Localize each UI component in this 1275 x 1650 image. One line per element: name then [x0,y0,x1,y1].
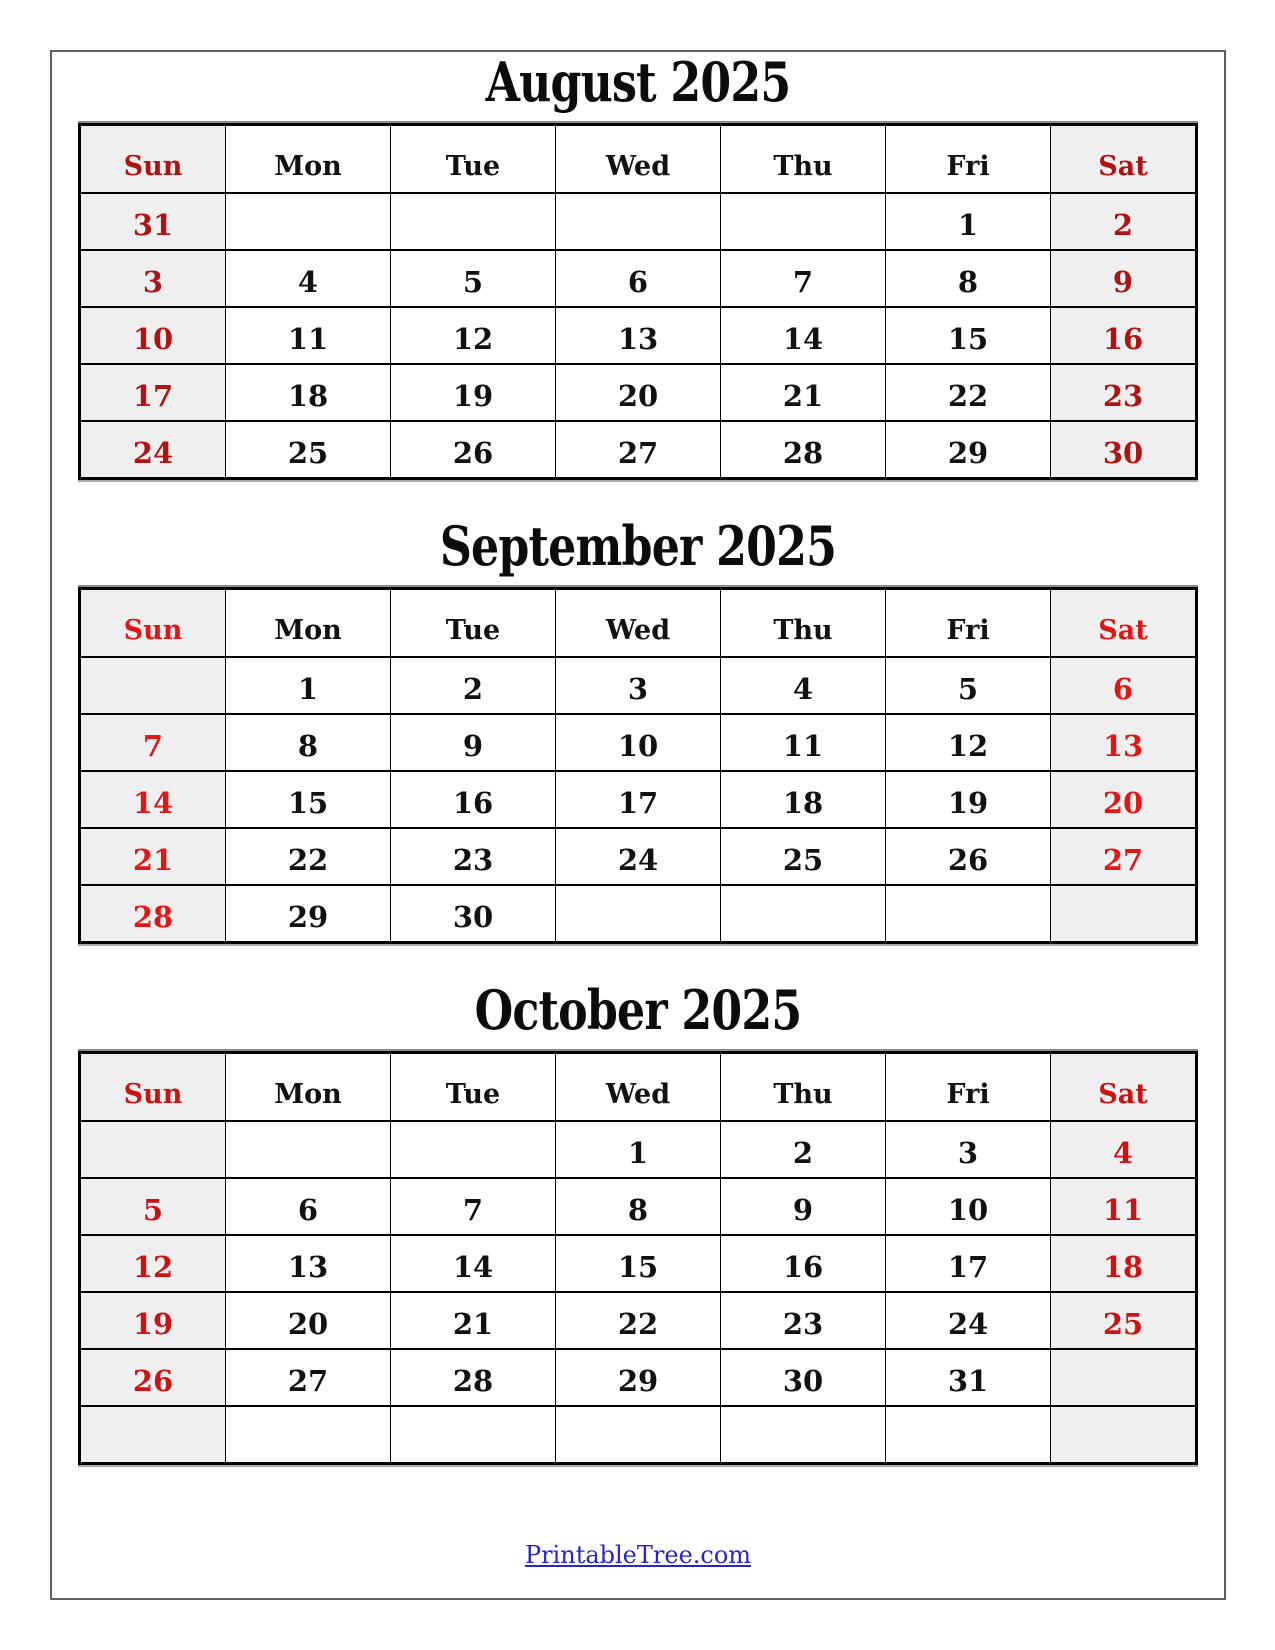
day-cell-7: 7 [80,714,226,771]
day-cell-24: 24 [886,1292,1051,1349]
day-cell-3: 3 [80,250,226,307]
weekday-header-row [80,589,1197,658]
weekday-header-fri: Fri [886,125,1051,194]
day-cell-16: 16 [1051,307,1197,364]
day-cell-29: 29 [226,885,391,943]
week-row [80,364,1197,421]
day-cell-27: 27 [1051,828,1197,885]
day-cell-empty [391,193,556,250]
day-cell-23: 23 [391,828,556,885]
day-cell-21: 21 [80,828,226,885]
week-row [80,657,1197,714]
weekday-header-sun: Sun [80,589,226,658]
day-cell-11: 11 [226,307,391,364]
week-row [80,771,1197,828]
weekday-header-row [80,125,1197,194]
week-row [80,250,1197,307]
day-cell-30: 30 [721,1349,886,1406]
day-cell-5: 5 [391,250,556,307]
day-cell-empty [886,1406,1051,1464]
day-cell-21: 21 [391,1292,556,1349]
day-cell-empty [226,193,391,250]
week-row [80,1235,1197,1292]
day-cell-20: 20 [556,364,721,421]
day-cell-23: 23 [1051,364,1197,421]
week-row [80,1292,1197,1349]
day-cell-20: 20 [226,1292,391,1349]
weekday-header-fri: Fri [886,589,1051,658]
month-title: August 2025 [485,50,791,114]
day-cell-empty [556,193,721,250]
weekday-header-wed: Wed [556,589,721,658]
day-cell-24: 24 [556,828,721,885]
day-cell-9: 9 [391,714,556,771]
day-cell-4: 4 [1051,1121,1197,1178]
day-cell-31: 31 [886,1349,1051,1406]
day-cell-17: 17 [556,771,721,828]
day-cell-22: 22 [886,364,1051,421]
day-cell-16: 16 [721,1235,886,1292]
week-row [80,885,1197,943]
day-cell-29: 29 [886,421,1051,479]
day-cell-empty [886,885,1051,943]
day-cell-20: 20 [1051,771,1197,828]
day-cell-empty [80,657,226,714]
day-cell-25: 25 [721,828,886,885]
day-cell-14: 14 [391,1235,556,1292]
weekday-header-fri: Fri [886,1053,1051,1122]
day-cell-19: 19 [80,1292,226,1349]
day-cell-2: 2 [391,657,556,714]
weekday-header-thu: Thu [721,589,886,658]
day-cell-5: 5 [886,657,1051,714]
day-cell-15: 15 [886,307,1051,364]
week-row [80,1178,1197,1235]
day-cell-empty [391,1121,556,1178]
day-cell-8: 8 [226,714,391,771]
week-row [80,1406,1197,1464]
day-cell-22: 22 [226,828,391,885]
day-cell-empty [1051,1406,1197,1464]
day-cell-3: 3 [886,1121,1051,1178]
weekday-header-thu: Thu [721,1053,886,1122]
week-row [80,421,1197,479]
day-cell-4: 4 [226,250,391,307]
day-cell-1: 1 [226,657,391,714]
day-cell-13: 13 [556,307,721,364]
weekday-header-sun: Sun [80,125,226,194]
day-cell-25: 25 [226,421,391,479]
day-cell-29: 29 [556,1349,721,1406]
weekday-header-sun: Sun [80,1053,226,1122]
day-cell-17: 17 [886,1235,1051,1292]
day-cell-8: 8 [556,1178,721,1235]
week-row [80,714,1197,771]
day-cell-18: 18 [721,771,886,828]
day-cell-16: 16 [391,771,556,828]
day-cell-empty [721,193,886,250]
day-cell-27: 27 [226,1349,391,1406]
day-cell-19: 19 [886,771,1051,828]
day-cell-31: 31 [80,193,226,250]
day-cell-empty [226,1121,391,1178]
day-cell-1: 1 [886,193,1051,250]
day-cell-12: 12 [80,1235,226,1292]
day-cell-empty [1051,1349,1197,1406]
day-cell-27: 27 [556,421,721,479]
day-cell-10: 10 [556,714,721,771]
day-cell-empty [80,1406,226,1464]
weekday-header-mon: Mon [226,589,391,658]
months-container [52,50,1224,1465]
month-section [52,514,1224,944]
day-cell-15: 15 [226,771,391,828]
week-row [80,1121,1197,1178]
printabletree-link[interactable]: PrintableTree.com [524,1541,752,1570]
day-cell-10: 10 [886,1178,1051,1235]
day-cell-18: 18 [1051,1235,1197,1292]
day-cell-empty [1051,885,1197,943]
day-cell-24: 24 [80,421,226,479]
day-cell-21: 21 [721,364,886,421]
day-cell-6: 6 [226,1178,391,1235]
day-cell-25: 25 [1051,1292,1197,1349]
day-cell-3: 3 [556,657,721,714]
calendar-table [78,123,1198,480]
weekday-header-wed: Wed [556,1053,721,1122]
calendar-table [78,587,1198,944]
day-cell-2: 2 [721,1121,886,1178]
day-cell-4: 4 [721,657,886,714]
weekday-header-tue: Tue [391,589,556,658]
day-cell-empty [80,1121,226,1178]
day-cell-17: 17 [80,364,226,421]
day-cell-13: 13 [1051,714,1197,771]
month-title: September 2025 [439,514,837,579]
weekday-header-mon: Mon [226,1053,391,1122]
weekday-header-mon: Mon [226,125,391,194]
week-row [80,193,1197,250]
day-cell-26: 26 [391,421,556,479]
day-cell-empty [721,1406,886,1464]
weekday-header-sat: Sat [1051,1053,1197,1122]
weekday-header-tue: Tue [391,1053,556,1122]
day-cell-26: 26 [886,828,1051,885]
day-cell-26: 26 [80,1349,226,1406]
day-cell-7: 7 [721,250,886,307]
weekday-header-tue: Tue [391,125,556,194]
day-cell-10: 10 [80,307,226,364]
month-section [52,978,1224,1465]
page-frame [50,50,1226,1600]
day-cell-1: 1 [556,1121,721,1178]
month-section [52,50,1224,480]
day-cell-13: 13 [226,1235,391,1292]
day-cell-14: 14 [721,307,886,364]
weekday-header-sat: Sat [1051,125,1197,194]
day-cell-28: 28 [721,421,886,479]
day-cell-22: 22 [556,1292,721,1349]
day-cell-5: 5 [80,1178,226,1235]
day-cell-15: 15 [556,1235,721,1292]
day-cell-30: 30 [1051,421,1197,479]
weekday-header-wed: Wed [556,125,721,194]
day-cell-14: 14 [80,771,226,828]
day-cell-empty [556,885,721,943]
weekday-header-sat: Sat [1051,589,1197,658]
day-cell-30: 30 [391,885,556,943]
week-row [80,828,1197,885]
day-cell-6: 6 [1051,657,1197,714]
day-cell-18: 18 [226,364,391,421]
month-title: October 2025 [474,978,802,1043]
weekday-header-row [80,1053,1197,1122]
day-cell-empty [556,1406,721,1464]
week-row [80,1349,1197,1406]
day-cell-9: 9 [721,1178,886,1235]
calendar-table [78,1051,1198,1465]
day-cell-empty [391,1406,556,1464]
day-cell-23: 23 [721,1292,886,1349]
day-cell-11: 11 [1051,1178,1197,1235]
day-cell-28: 28 [80,885,226,943]
weekday-header-thu: Thu [721,125,886,194]
day-cell-11: 11 [721,714,886,771]
day-cell-19: 19 [391,364,556,421]
day-cell-8: 8 [886,250,1051,307]
week-row [80,307,1197,364]
day-cell-28: 28 [391,1349,556,1406]
day-cell-7: 7 [391,1178,556,1235]
day-cell-12: 12 [391,307,556,364]
day-cell-6: 6 [556,250,721,307]
day-cell-2: 2 [1051,193,1197,250]
footer [52,1541,1224,1569]
day-cell-9: 9 [1051,250,1197,307]
day-cell-12: 12 [886,714,1051,771]
day-cell-empty [226,1406,391,1464]
day-cell-empty [721,885,886,943]
